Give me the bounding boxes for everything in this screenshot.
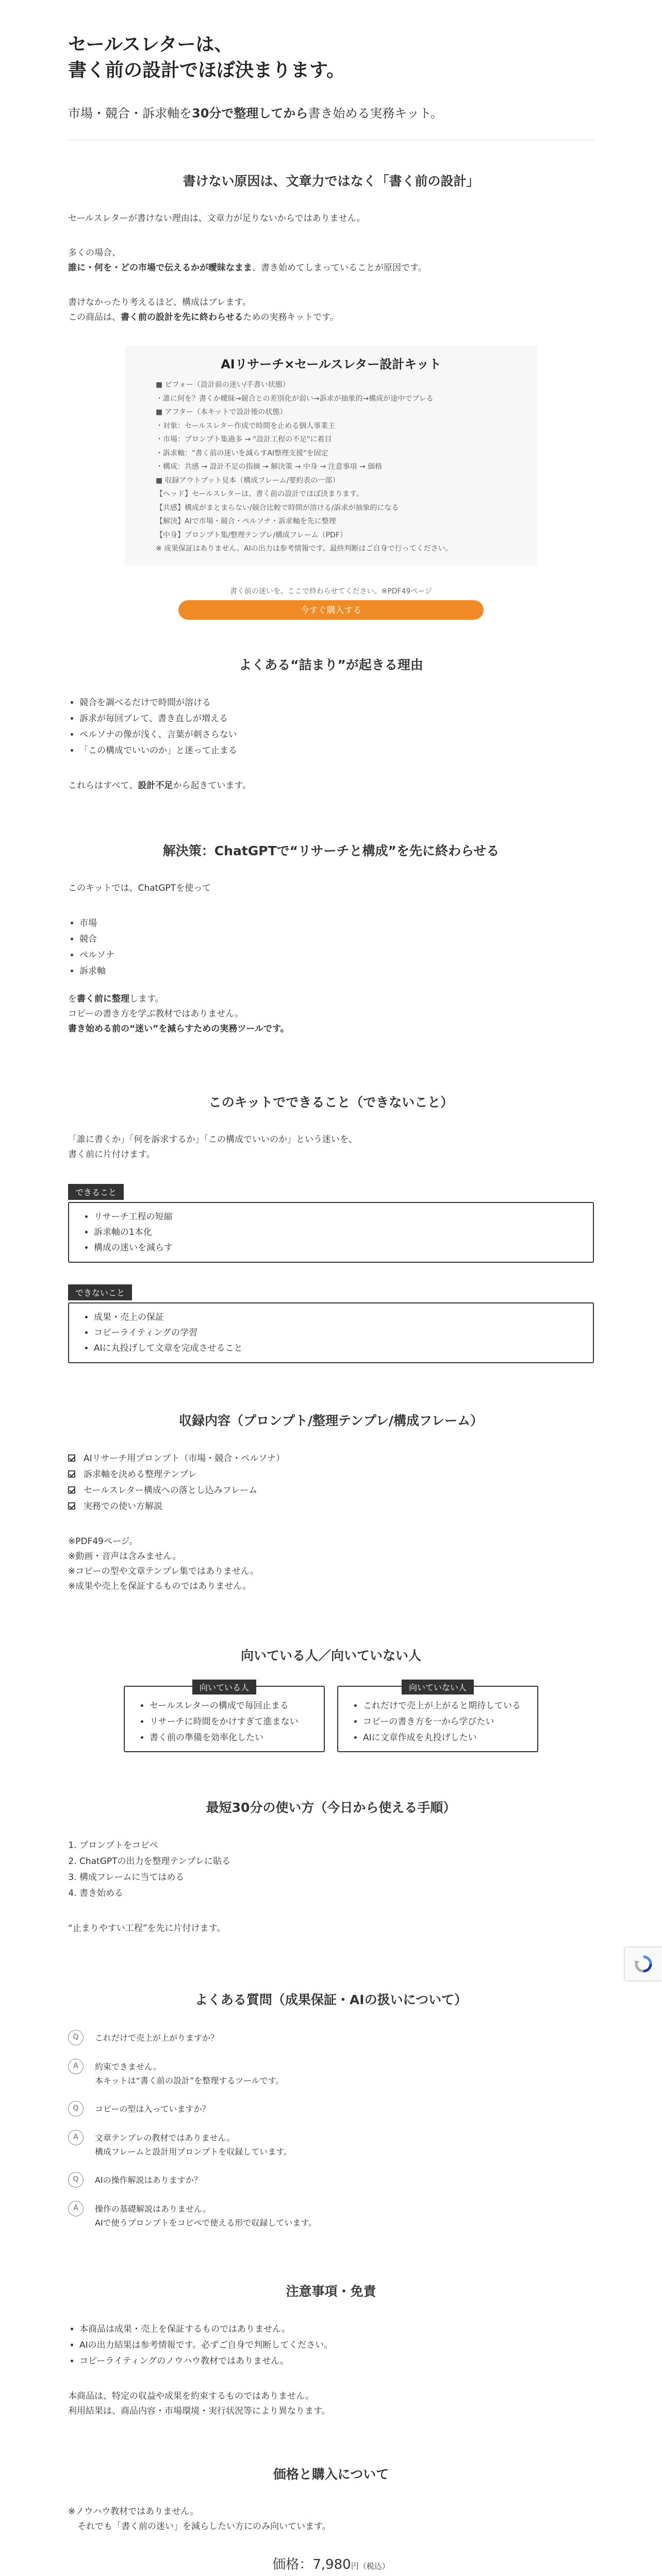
list-item: • 書く前の準備を効率化したい <box>150 1730 316 1746</box>
kit-image-line: ■ アフター（本キットで設計後の状態） <box>156 408 287 416</box>
can-block <box>68 1184 594 1263</box>
section-title: 向いている人／向いていない人 <box>240 1648 421 1663</box>
kit-image-title: AIリサーチ×セールスレター設計キット <box>221 357 441 371</box>
list-item: • リサーチ工程の短縮 <box>94 1209 580 1225</box>
list-item: • 訴求軸の1本化 <box>94 1225 580 1240</box>
question-badge-icon: Q <box>68 2172 84 2188</box>
list-item: • 競合 <box>79 931 594 947</box>
checkbox-checked-icon <box>68 1470 75 1478</box>
paragraph: 本商品は、特定の収益や成果を約束するものではありません。 <box>68 2391 315 2401</box>
section-solution <box>68 793 594 1037</box>
section-title: よくある“詰まり”が起きる理由 <box>239 657 423 672</box>
note: ※PDF49ページ。 <box>68 1536 138 1547</box>
paragraph: セールスレターが書けない理由は、文章力が足りないからではありません。 <box>68 213 366 224</box>
kit-image-line: ■ ビフォー（設計前の迷い/手書い状態） <box>156 381 290 389</box>
list-item: • 競合を調べるだけで時間が溶ける <box>79 695 594 711</box>
answer-badge-icon: A <box>68 2201 84 2216</box>
can-box <box>68 1202 594 1263</box>
list-item: 1. プロンプトをコピペ <box>79 1838 594 1854</box>
checkbox-checked-icon <box>68 1502 75 1510</box>
kit-image-line: ・訴求軸："書く前の迷いを減らすAI整理支援"を固定 <box>156 449 328 457</box>
cannot-block <box>68 1284 594 1363</box>
note: ※コピーの型や文章テンプレ集ではありません。 <box>68 1566 259 1577</box>
kit-image-line: ・構成：共感 → 設計不足の指摘 → 解決策 → 中身 → 注意事項 → 価格 <box>156 463 383 471</box>
list-item: 4. 書き始める <box>79 1886 594 1902</box>
list-item: 3. 構成フレームに当てはめる <box>79 1870 594 1886</box>
checklist-item: セールスレター構成への落とし込みフレーム <box>68 1483 594 1499</box>
faq-answer <box>68 2059 594 2088</box>
can-label: できること <box>68 1184 124 1200</box>
paragraph: 誰に・何を・どの市場で伝えるかが曖昧なまま、書き始めてしまっていることが原因です。 <box>68 263 427 273</box>
list-item: • コピーライティングのノウハウ教材ではありません。 <box>79 2353 594 2369</box>
kit-image-line: 【中身】プロンプト集/整理テンプレ/構成フレーム（PDF） <box>156 531 347 539</box>
kit-image-line: ・対象：セールスレター作成で時間を止める個人事業主 <box>156 421 336 430</box>
solution-list <box>68 916 594 979</box>
paragraph: この商品は、書く前の設計を先に終わらせるための実務キットです。 <box>68 312 339 323</box>
faq-answer <box>68 2201 594 2230</box>
section-notice <box>68 2243 594 2419</box>
answer-badge-icon: A <box>68 2130 84 2145</box>
list-item: 2. ChatGPTの出力を整理テンプレに貼る <box>79 1854 594 1870</box>
faq-text: 構成フレームと設計用プロンプトを収録しています。 <box>95 2146 292 2157</box>
faq-question <box>68 2172 594 2188</box>
buy-now-button[interactable]: 今すぐ購入する <box>178 600 484 620</box>
purchase-caption: 書く前の迷いを、ここで終わらせてください。※PDF49ページ <box>229 587 433 596</box>
cannot-box <box>68 1302 594 1363</box>
paragraph: それでも「書く前の迷い」を減らしたい方にのみ向いています。 <box>77 2521 331 2532</box>
list-item: • AIに丸投げして文章を完成させること <box>94 1341 580 1356</box>
list-item: • 構成の迷いを減らす <box>94 1240 580 1256</box>
faq-text: 文章テンプレの教材ではありません。 <box>95 2132 235 2143</box>
section-stuck <box>68 620 594 793</box>
hero-title: セールスレターは、 書く前の設計でほぼ決まります。 <box>68 34 345 81</box>
kit-image-line: ■ 収録アウトプット見本（構成フレーム/要約表の一部） <box>156 476 340 485</box>
kit-image-line: 【ヘッド】セールスレターは、書く前の設計でほぼ決まります。 <box>156 490 364 498</box>
list-item: • AIに文章作成を丸投げしたい <box>363 1730 529 1746</box>
recaptcha-badge[interactable] <box>625 1947 662 1980</box>
paragraph: 利用結果は、商品内容・市場環境・実行状況等により異なります。 <box>68 2405 330 2416</box>
howto-steps <box>68 1838 594 1902</box>
faq-list <box>68 2030 594 2230</box>
kit-image-line: ・誰に何を？書くか曖昧→競合との差別化が弱い→訴求が抽象的→構成が途中でブレる <box>156 394 434 403</box>
section-faq <box>68 1936 594 2230</box>
faq-answer <box>68 2130 594 2159</box>
paragraph: 書く前に片付けます。 <box>68 1149 155 1160</box>
section-title: このキットでできること（できないこと） <box>208 1094 454 1110</box>
list-item: • 市場 <box>79 916 594 931</box>
paragraph: 書き始める前の“迷い”を減らすための実務ツールです。 <box>68 1023 289 1034</box>
question-badge-icon: Q <box>68 2030 84 2045</box>
paragraph: 多くの場合、 <box>68 248 121 258</box>
notice-list <box>68 2321 594 2369</box>
fit-bad-label: 向いていない人 <box>402 1680 474 1694</box>
list-item: • コピーライティングの学習 <box>94 1325 580 1341</box>
kit-summary-image <box>125 346 537 565</box>
section-title: 価格と購入について <box>273 2466 389 2482</box>
fit-good-box <box>124 1682 325 1752</box>
contents-notes <box>68 1534 594 1594</box>
note: ※成果や売上を保証するものではありません。 <box>68 1581 252 1591</box>
list-item: • ペルソナの像が浅く、言葉が刺さらない <box>79 727 594 743</box>
paragraph: を書く前に整理します。 <box>68 993 164 1004</box>
kit-image-line: ※ 成果保証はありません。AIの出力は参考情報です。最終判断はご自身で行ってください。 <box>156 545 453 553</box>
cannot-label: できないこと <box>68 1284 132 1300</box>
faq-text: 約束できません。 <box>95 2061 161 2072</box>
fit-good-label: 向いている人 <box>192 1680 256 1694</box>
section-title: よくある質問（成果保証・AIの扱いについて） <box>194 1992 468 2007</box>
faq-question <box>68 2030 594 2045</box>
fit-bad-box <box>337 1682 538 1752</box>
list-item: • AIの出力結果は参考情報です。必ずご自身で判断してください。 <box>79 2337 594 2353</box>
hero-subtitle: 市場・競合・訴求軸を30分で整理してから書き始める実務キット。 <box>68 106 443 121</box>
faq-text: 本キットは“書く前の設計”を整理するツールです。 <box>95 2075 284 2086</box>
list-item: • 訴求軸 <box>79 963 594 979</box>
section-can <box>68 1037 594 1363</box>
paragraph: ※ノウハウ教材ではありません。 <box>68 2506 199 2517</box>
kit-image-line: ・市場：プロンプト集過多 → "設計工程の不足"に着目 <box>156 435 332 444</box>
checklist-item: 訴求軸を決める整理テンプレ <box>68 1467 594 1483</box>
faq-text: AIの操作解説はありますか？ <box>95 2175 202 2185</box>
section-title: 解決策：ChatGPTで“リサーチと構成”を先に終わらせる <box>162 843 500 858</box>
list-item: • これだけで売上が上がると期待している <box>363 1698 529 1714</box>
recaptcha-icon <box>633 1955 654 1973</box>
section-fit <box>68 1594 594 1752</box>
answer-badge-icon: A <box>68 2059 84 2074</box>
paragraph: “止まりやすい工程”を先に片付けます。 <box>68 1923 226 1934</box>
list-item: • 「この構成でいいのか」と迷って止まる <box>79 743 594 759</box>
checkbox-checked-icon <box>68 1486 75 1494</box>
page-wrapper <box>68 0 594 2576</box>
section-contents <box>68 1363 594 1594</box>
kit-image-line: 【解決】AIで市場・競合・ペルソナ・訴求軸を先に整理 <box>156 517 336 526</box>
paragraph: このキットでは、ChatGPTを使って <box>68 883 211 893</box>
faq-text: コピーの型は入っていますか？ <box>95 2104 210 2114</box>
stuck-list <box>68 695 594 759</box>
list-item: • 本商品は成果・売上を保証するものではありません。 <box>79 2321 594 2337</box>
paragraph: 書けなかったり考えるほど、構成はブレます。 <box>68 297 251 308</box>
faq-text: これだけで売上が上がりますか？ <box>95 2032 219 2043</box>
list-item: • 成果・売上の保証 <box>94 1310 580 1325</box>
list-item: • 訴求が毎回ブレて、書き直しが増える <box>79 711 594 727</box>
contents-checklist <box>68 1451 594 1515</box>
list-item: • コピーの書き方を一から学びたい <box>363 1714 529 1730</box>
section-cause <box>68 140 594 620</box>
paragraph: これらはすべて、設計不足から起きています。 <box>68 780 251 791</box>
section-title: 注意事項・免責 <box>286 2283 376 2299</box>
checklist-item: 実務での使い方解説 <box>68 1499 594 1515</box>
paragraph: 「誰に書くか」「何を訴求するか」「この構成でいいのか」という迷いを、 <box>68 1134 357 1145</box>
section-title: 最短30分の使い方（今日から使える手順） <box>206 1800 456 1815</box>
list-item: • リサーチに時間をかけすぎて進まない <box>150 1714 316 1730</box>
section-title: 書けない原因は、文章力ではなく「書く前の設計」 <box>183 174 479 189</box>
question-badge-icon: Q <box>68 2101 84 2116</box>
note: ※動画・音声は含みません。 <box>68 1551 181 1562</box>
list-item: • ペルソナ <box>79 947 594 963</box>
checkbox-checked-icon <box>68 1454 75 1462</box>
kit-image-line: 【共感】構成がまとまらない/競合比較で時間が溶ける/訴求が抽象的になる <box>156 503 399 512</box>
section-howto <box>68 1752 594 1936</box>
list-item: • セールスレターの構成で毎回止まる <box>150 1698 316 1714</box>
faq-text: 操作の基礎解説はありません。 <box>95 2204 211 2214</box>
section-pricing <box>68 2419 594 2576</box>
faq-question <box>68 2101 594 2116</box>
paragraph: コピーの書き方を学ぶ教材ではありません。 <box>68 1008 244 1019</box>
faq-text: AIで使うプロンプトをコピペで使える形で収録しています。 <box>95 2217 317 2228</box>
section-title: 収録内容（プロンプト/整理テンプレ/構成フレーム） <box>178 1413 483 1428</box>
price: 価格：7,980円（税込） <box>272 2556 390 2572</box>
checklist-item: AIリサーチ用プロンプト（市場・競合・ペルソナ） <box>68 1451 594 1467</box>
